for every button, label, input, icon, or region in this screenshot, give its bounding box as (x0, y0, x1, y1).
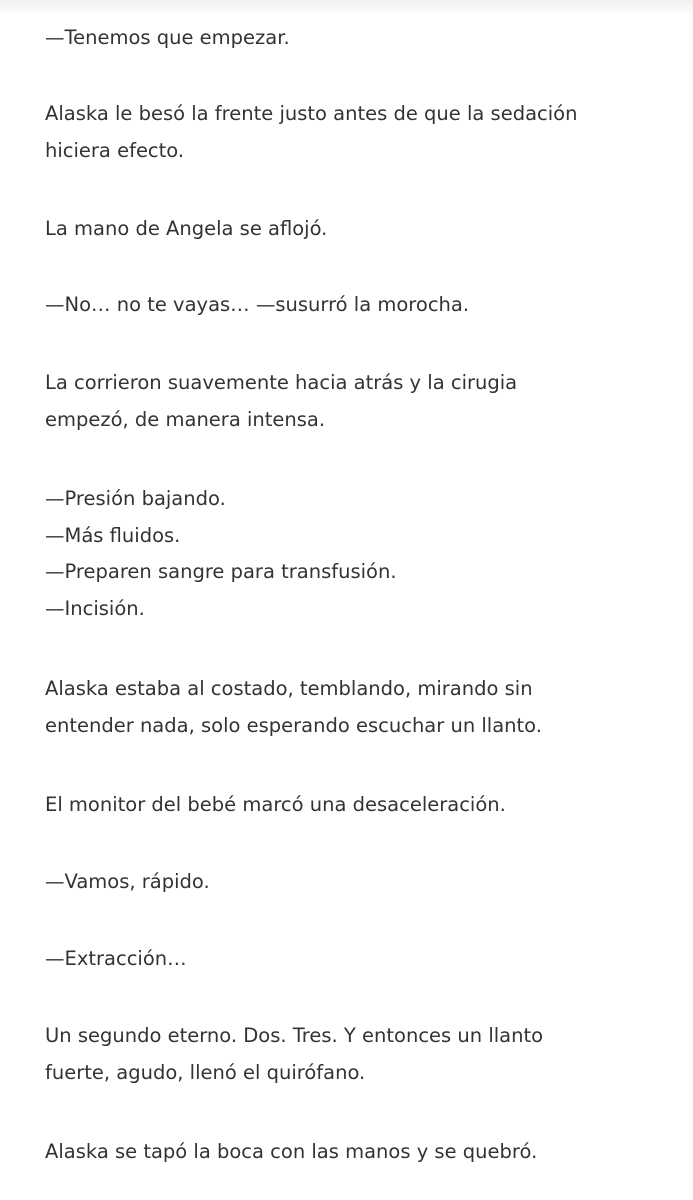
paragraph-2: Alaska le besó la frente justo antes de que la sedación hiciera efecto. (45, 102, 578, 162)
paragraph-8: El monitor del bebé marcó una desaceleración. (45, 793, 506, 816)
paragraph-1: —Tenemos que empezar. (45, 26, 290, 49)
paragraph-6: —Presión bajando. —Más fluidos. —Preparen sangre para transfusión. —Incisión. (45, 487, 397, 620)
paragraph-11: Un segundo eterno. Dos. Tres. Y entonces un llanto fuerte, agudo, llenó el quirófano. (45, 1024, 544, 1084)
paragraph-4: —No… no te vayas… —susurró la morocha. (45, 293, 470, 316)
paragraph-5: La corrieron suavemente hacia atrás y la cirugia empezó, de manera intensa. (45, 371, 518, 431)
paragraph-3: La mano de Angela se aflojó. (45, 217, 328, 240)
paragraph-12: Alaska se tapó la boca con las manos y se quebró. (45, 1140, 538, 1163)
paragraph-10: —Extracción… (45, 947, 187, 970)
paragraph-7: Alaska estaba al costado, temblando, mirando sin entender nada, solo esperando escuchar un llanto. (45, 677, 542, 737)
paragraph-9: —Vamos, rápido. (45, 870, 210, 893)
